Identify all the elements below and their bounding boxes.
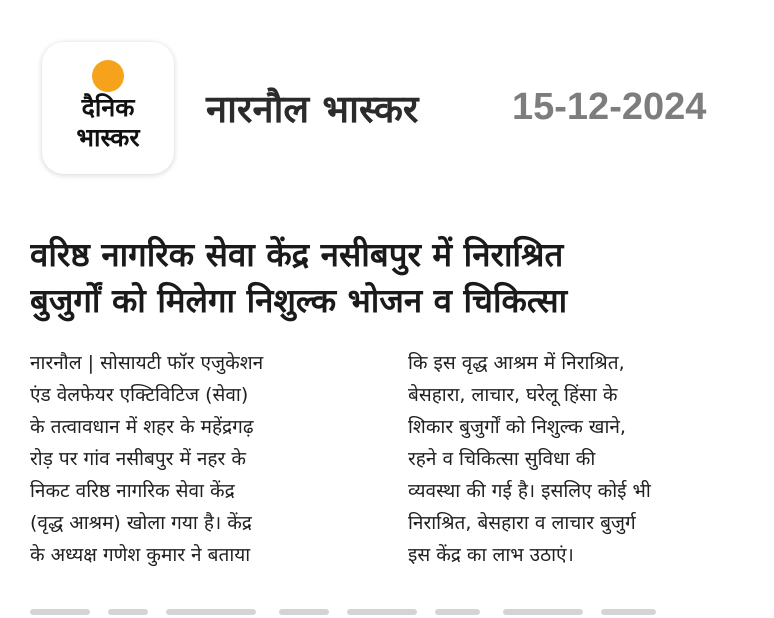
body-line: रहने व चिकित्सा सुविधा की — [408, 448, 596, 470]
body-line: निकट वरिष्ठ नागरिक सेवा केंद्र — [30, 480, 235, 502]
sun-logo-icon — [92, 60, 124, 92]
body-line: रोड़ पर गांव नसीबपुर में नहर के — [30, 448, 246, 470]
article-column-left — [30, 347, 380, 571]
headline-line-2: बुजुर्गों को मिलेगा निशुल्क भोजन व चिकित्सा — [30, 281, 568, 320]
body-line: के अध्यक्ष गणेश कुमार ने बताया — [30, 544, 251, 566]
body-line: एंड वेलफेयर एक्टिविटिज (सेवा) — [30, 384, 249, 406]
article-column-right — [408, 347, 758, 571]
body-line: व्यवस्था की गई है। इसलिए कोई भी — [408, 480, 651, 502]
body-line: शिकार बुजुर्गों को निशुल्क खाने, — [408, 416, 626, 438]
cut-off-text-row — [30, 600, 746, 618]
edition-title: नारनौल भास्कर — [206, 87, 419, 131]
body-line: नारनौल | सोसायटी फॉर एजुकेशन — [30, 352, 264, 374]
body-line: (वृद्ध आश्रम) खोला गया है। केंद्र — [30, 512, 252, 534]
body-line: के तत्वावधान में शहर के महेंद्रगढ़ — [30, 416, 254, 438]
logo-line-2: भास्कर — [76, 123, 140, 152]
body-line: कि इस वृद्ध आश्रम में निराश्रित, — [408, 352, 625, 374]
dainik-bhaskar-logo — [42, 42, 174, 174]
headline-line-1: वरिष्ठ नागरिक सेवा केंद्र नसीबपुर में निराश्रित — [30, 235, 564, 274]
body-line: बेसहारा, लाचार, घरेलू हिंसा के — [408, 384, 618, 406]
article-headline — [30, 232, 746, 324]
logo-line-1: दैनिक — [81, 93, 135, 122]
publication-date: 15-12-2024 — [512, 86, 707, 128]
body-line: निराश्रित, बेसहारा व लाचार बुजुर्ग — [408, 512, 636, 534]
body-line: इस केंद्र का लाभ उठाएं। — [408, 544, 574, 566]
